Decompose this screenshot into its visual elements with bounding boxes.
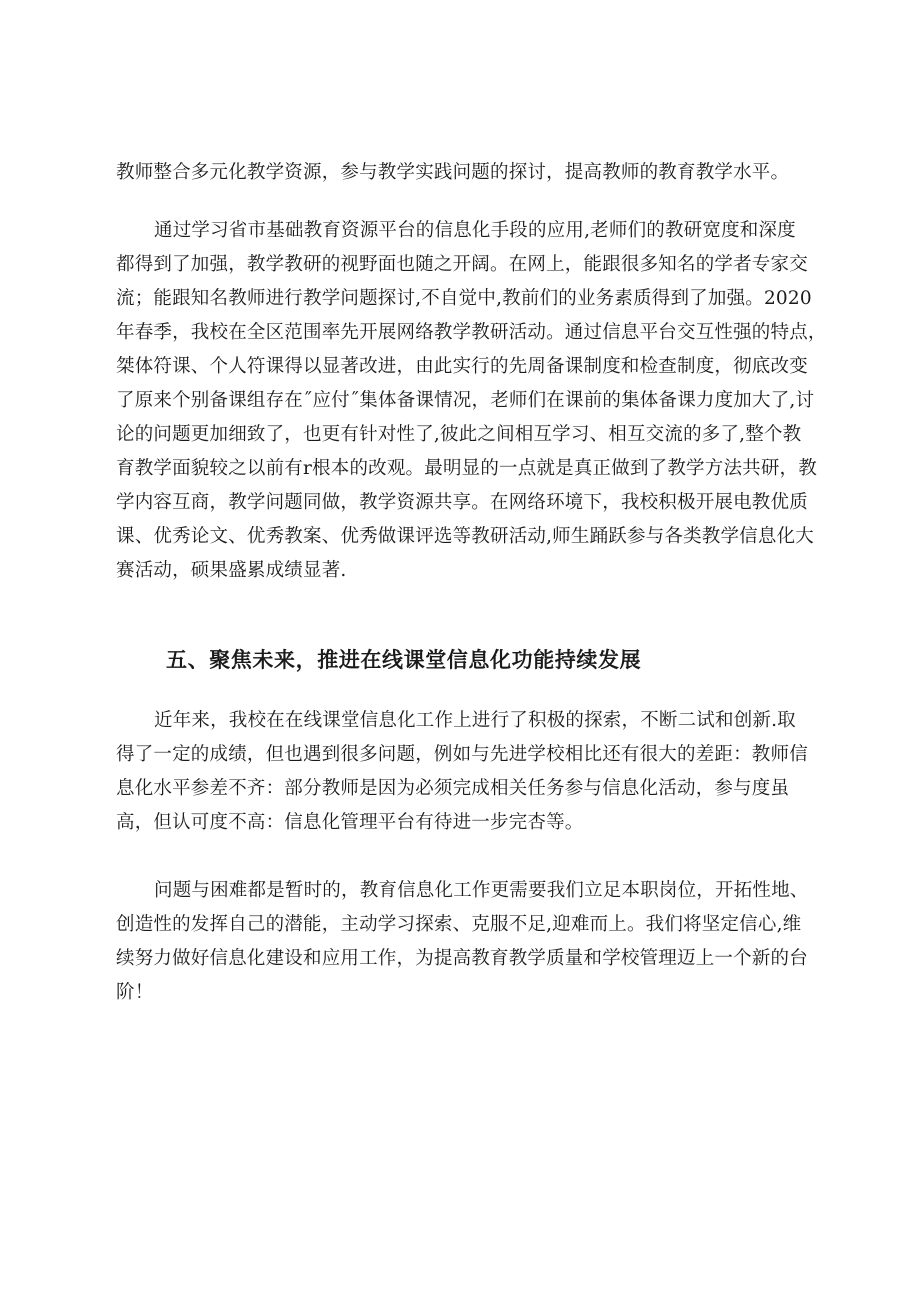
- paragraph-resource-platform: [116, 214, 827, 588]
- text-line: 通过学习省市基础教育资源平台的信息化手段的应用,老师们的教研宽度和深度: [154, 220, 796, 241]
- text-line: 近年来，我校在在线课堂信息化工作上进行了积极的探索，不断二试和创新.取: [154, 710, 796, 731]
- section-heading: 五、聚焦未来，推进在线课堂信息化功能持续发展: [166, 647, 642, 672]
- text-line: 创造性的发挥自己的潜能，主动学习探索、克服不足,迎难而上。我们将坚定信心,维: [116, 914, 802, 935]
- text-line: 育教学面貌较之以前有r根本的改观。最明显的一点就是真正做到了教学方法共研，教: [116, 458, 817, 479]
- text-line: 高，但认可度不高：信息化管理平台有待进一步完杏等。: [116, 812, 584, 833]
- text-line: 桀体符课、个人符课得以显著改进，由此实行的先周备课制度和检查制度，彻底改变: [116, 356, 808, 377]
- text-line: 阶！: [116, 982, 154, 1003]
- text-line: 教师整合多元化教学资源，参与教学实践问题的探讨，提高教师的教育教学水平。: [116, 162, 790, 183]
- text-line: 学内容互商，教学问题同做，教学资源共享。在网络环境下，我校积极开展电教优质: [116, 492, 808, 513]
- text-line: 课、优秀论文、优秀教案、优秀做课评选等教研活动,师生踊跃参与各类教学信息化大: [116, 526, 814, 547]
- paragraph-conclusion: [116, 874, 812, 1010]
- paragraph-continuation: [116, 156, 812, 190]
- text-line: 息化水平参差不齐：部分教师是因为必须完成相关任务参与信息化活动，参与度虽: [116, 778, 790, 799]
- text-line: 问题与困难都是暂时的，教育信息化工作更需要我们立足本职岗位，开拓性地、: [154, 880, 809, 901]
- text-line: 论的问题更加细致了，也更有针对性了,彼此之间相互学习、相互交流的多了,整个教: [116, 424, 802, 445]
- text-line: 都得到了加强，教学教研的视野面也随之开阔。在网上，能跟很多知名的学者专家交: [116, 254, 808, 275]
- paragraph-recent-years: [116, 704, 812, 840]
- text-line: 赛活动，硕果盛累成绩显著.: [116, 560, 347, 581]
- text-line: 续努力做好信息化建设和应用工作，为提高教育教学质量和学校管理迈上一个新的台: [116, 948, 808, 969]
- text-line: 得了一定的成绩，但也遇到很多问题，例如与先进学校相比还有很大的差距：教师信: [116, 744, 808, 765]
- text-line: 了原来个别备课组存在˝应付˝集体备课情况，老师们在课前的集体备课力度加大了,讨: [116, 390, 815, 411]
- text-line: 流；能跟知名教师进行教学问题探讨,不自觉中,教前们的业务素质得到了加强。2020: [116, 288, 812, 309]
- text-line: 年春季，我校在全区范围率先开展网络教学教研活动。通过信息平台交互性强的特点，: [116, 322, 827, 343]
